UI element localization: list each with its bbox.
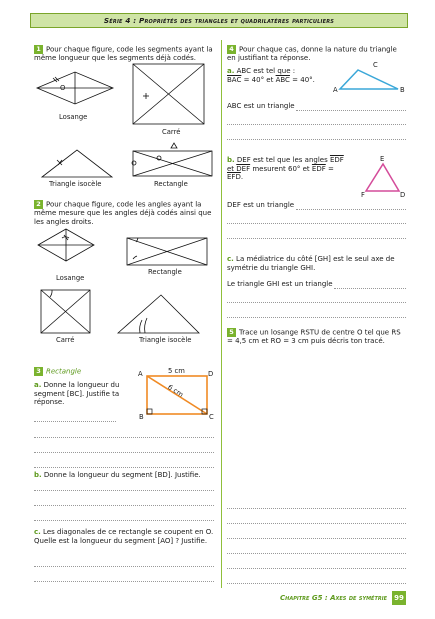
- ex4-triangle-def: [366, 164, 399, 191]
- ex3-title: Rectangle: [46, 367, 82, 376]
- ex1-point-o: O: [60, 84, 66, 92]
- ex4-point-a: A: [333, 86, 338, 94]
- ex4-instruction: [227, 45, 407, 63]
- ex5-answer-line-3[interactable]: [227, 538, 406, 539]
- ex4-text: Pour chaque cas, donne la nature du triangle en justifiant ta réponse.: [227, 45, 397, 63]
- ex4-b-and: et: [227, 164, 237, 173]
- ex1-label-carre: Carré: [162, 128, 181, 136]
- ex1-text: Pour chaque figure, code les segments ayant la même longueur que les segments déjà codés.: [34, 45, 213, 63]
- ex4-point-b: B: [400, 86, 405, 94]
- ex3-a-answer-line-2[interactable]: [34, 437, 214, 438]
- ex4-b-angle-edf-2: $\overline{EDF}$: [311, 164, 326, 173]
- ex2-instruction: [34, 200, 216, 226]
- ex4-b-angle-efd: $\overline{EFD}$: [227, 173, 241, 182]
- ex4-b-answer-line-0[interactable]: [296, 209, 406, 210]
- ex4-b-eq: =: [325, 164, 334, 173]
- ex2-label-triangle: Triangle isocèle: [139, 336, 192, 344]
- ex5-answer-line-4[interactable]: [227, 553, 406, 554]
- page-title: Série 4 : Propriétés des triangles et quadrilatères particuliers: [30, 13, 408, 28]
- page-number: 99: [392, 591, 406, 605]
- ex4-a-eq1: = 40° et: [241, 75, 276, 84]
- ex4-question-c: [227, 255, 407, 272]
- ex2-label-rectangle: Rectangle: [148, 268, 182, 276]
- ex4-c-label: c.: [227, 255, 234, 263]
- ex4-a-answer: ABC est un triangle: [227, 102, 295, 110]
- ex4-a-answer-line-1[interactable]: [227, 124, 406, 125]
- ex5-answer-line-5[interactable]: [227, 568, 406, 569]
- footer-chapter: Chapitre G5 : Axes de symétrie: [280, 594, 387, 602]
- ex3-a-answer-line-1[interactable]: [34, 421, 116, 422]
- ex1-label-losange: Losange: [59, 113, 88, 121]
- ex4-number: 4: [227, 45, 236, 54]
- ex3-b-text: Donne la longueur du segment [BD]. Justifie.: [43, 471, 201, 479]
- ex1-triangle-shape: [42, 150, 112, 177]
- ex4-a-answer-line-0[interactable]: [296, 110, 406, 111]
- ex1-label-triangle: Triangle isocèle: [49, 180, 102, 188]
- ex2-text: Pour chaque figure, code les angles ayant la même mesure que les angles déjà codés ainsi que les angles droits.: [34, 200, 212, 226]
- ex5-answer-line-2[interactable]: [227, 523, 406, 524]
- ex4-b-line1: DEF est tel que les angles: [236, 156, 328, 164]
- ex4-c-answer: Le triangle GHI est un triangle: [227, 280, 333, 288]
- ex4-c-answer-line-2[interactable]: [227, 317, 406, 318]
- ex3-length-diag: 6 cm: [166, 383, 185, 399]
- ex2-label-losange: Losange: [56, 274, 85, 282]
- ex4-point-e: E: [380, 155, 385, 163]
- ex3-point-b: B: [139, 413, 144, 421]
- ex4-b-answer: DEF est un triangle: [227, 201, 295, 209]
- ex4-b-label: b.: [227, 156, 235, 164]
- ex4-c-answer-line-0[interactable]: [334, 288, 406, 289]
- ex4-point-c: C: [373, 61, 378, 69]
- ex4-question-b: [227, 156, 345, 182]
- ex4-triangle-abc: [340, 70, 398, 89]
- ex4-b-end: .: [240, 173, 244, 182]
- ex3-question-c: [34, 528, 216, 545]
- ex4-a-eq2: = 40°.: [289, 75, 315, 84]
- ex5-instruction: [227, 328, 407, 346]
- ex2-number: 2: [34, 200, 43, 209]
- ex3-point-c: C: [209, 413, 214, 421]
- ex4-b-angle-def: $\overline{DEF}$: [236, 164, 251, 173]
- ex3-b-answer-line-1[interactable]: [34, 490, 214, 491]
- ex1-number: 1: [34, 45, 43, 54]
- ex3-question-a: [34, 381, 130, 407]
- ex4-point-d: D: [400, 191, 406, 199]
- ex3-question-b: [34, 471, 216, 480]
- ex4-a-angle-abc: $\overline{ABC}$: [275, 75, 290, 84]
- ex4-c-text: La médiatrice du côté [GH] est le seul axe de symétrie du triangle GHI.: [227, 255, 395, 272]
- ex3-c-answer-line-2[interactable]: [34, 581, 214, 582]
- ex4-b-line2: mesurent 60° et: [250, 164, 310, 173]
- ex4-b-answer-line-1[interactable]: [227, 223, 406, 224]
- ex3-a-label: a.: [34, 381, 42, 389]
- ex1-label-rectangle: Rectangle: [154, 180, 188, 188]
- ex3-point-a: A: [138, 370, 143, 378]
- ex3-a-answer-line-4[interactable]: [34, 467, 214, 468]
- ex4-b-answer-line-2[interactable]: [227, 238, 406, 239]
- ex3-a-text: Donne la longueur du segment [BC]. Justifie ta réponse.: [34, 381, 120, 407]
- ex2-label-carre: Carré: [56, 336, 75, 344]
- ex4-c-answer-line-1[interactable]: [227, 302, 406, 303]
- ex4-point-f: F: [361, 191, 365, 199]
- ex3-b-label: b.: [34, 471, 42, 479]
- ex3-number: 3: [34, 367, 43, 376]
- ex3-length-top: 5 cm: [168, 367, 185, 375]
- ex5-number: 5: [227, 328, 236, 337]
- ex3-b-answer-line-2[interactable]: [34, 505, 214, 506]
- ex3-b-answer-line-3[interactable]: [34, 520, 214, 521]
- ex4-a-line1: ABC est tel que :: [236, 67, 296, 75]
- ex5-answer-line-1[interactable]: [227, 508, 406, 509]
- ex3-c-answer-line-1[interactable]: [34, 566, 214, 567]
- ex3-c-label: c.: [34, 528, 41, 536]
- ex4-a-answer-line-2[interactable]: [227, 139, 406, 140]
- ex3-point-d: D: [208, 370, 214, 378]
- ex5-answer-line-6[interactable]: [227, 583, 406, 584]
- ex2-triangle-shape: [118, 295, 199, 333]
- ex3-header: [34, 367, 81, 376]
- ex5-text: Trace un losange RSTU de centre O tel que RS = 4,5 cm et RO = 3 cm puis décris ton tracé.: [227, 328, 401, 346]
- ex4-a-angle-bac: $\overline{BAC}$: [227, 75, 242, 84]
- ex3-c-text: Les diagonales de ce rectangle se coupent en O. Quelle est la longueur du segment [AO] ? Justifie.: [34, 528, 214, 545]
- ex4-b-angle-edf: $\overline{EDF}$: [329, 156, 344, 164]
- ex4-a-label: a.: [227, 67, 235, 75]
- ex4-question-a: [227, 67, 337, 84]
- ex3-a-answer-line-3[interactable]: [34, 452, 214, 453]
